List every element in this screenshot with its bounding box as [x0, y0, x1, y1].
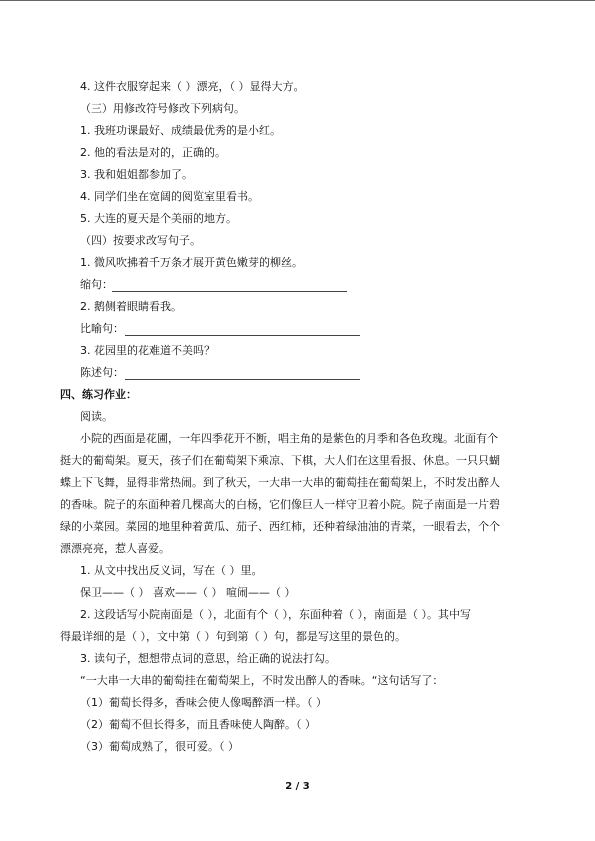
option-1: （1）葡萄长得多，香味会使人像喝醉酒一样。（ ）: [80, 696, 327, 709]
rewrite-item-3: 3. 花园里的花难道不美吗？: [80, 344, 215, 357]
section-3-heading: （三）用修改符号修改下列病句。: [80, 102, 245, 115]
question-1: 1. 从文中找出反义词，写在（ ）里。: [80, 564, 263, 577]
rewrite-item-1: 1. 微风吹拂着千万条才展开黄色嫩芽的柳丝。: [80, 256, 303, 269]
answer-blank-statement[interactable]: [125, 379, 360, 380]
question-3: 3. 读句子，想想带点词的意思，给正确的说法打勾。: [80, 652, 336, 665]
quoted-sentence: “一大串一大串的葡萄挂在葡萄架上，不时发出醉人的香味。“这句话写了：: [80, 674, 444, 687]
part-4-heading: 四、练习作业：: [60, 388, 137, 401]
sentence-item-2: 2. 他的看法是对的，正确的。: [80, 146, 226, 159]
passage-line-4: 的香味。院子的东面种着几棵高大的白杨，它们像巨人一样守卫着小院。院子南面是一片碧: [60, 498, 500, 511]
question-2-line-2: 得最详细的是（ ），文中第（ ）句到第（ ）句，都是写这里的景色的。: [60, 630, 406, 643]
option-2: （2）葡萄不但长得多，而且香味使人陶醉。（ ）: [80, 718, 316, 731]
passage-line-1: 小院的西面是花圃，一年四季花开不断，唱主角的是紫色的月季和各色玫瑰。北面有个: [80, 432, 498, 445]
sentence-item-4: 4. 同学们坐在宽阔的阅览室里看书。: [80, 190, 259, 203]
sentence-item-3: 3. 我和姐姐都参加了。: [80, 168, 193, 181]
passage-line-6: 漂漂亮亮，惹人喜爱。: [60, 542, 170, 555]
answer-blank-condense[interactable]: [112, 291, 347, 292]
passage-line-3: 蝶上下飞舞，显得非常热闹。到了秋天，一大串一大串的葡萄挂在葡萄架上，不时发出醉人: [60, 476, 500, 489]
question-2-line-1: 2. 这段话写小院南面是（ ），北面有个（ ），东面种着（ ），南面是（ ）。其中写: [80, 608, 471, 621]
passage-line-2: 挺大的葡萄架。夏天，孩子们在葡萄架下乘凉、下棋，大人们在这里看报、休息。一只只蝴: [60, 454, 500, 467]
option-3: （3）葡萄成熟了，很可爱。（ ）: [80, 740, 239, 753]
answer-label-condense: 缩句：: [80, 278, 113, 291]
rewrite-item-2: 2. 鹅侧着眼睛看我。: [80, 300, 182, 313]
answer-label-statement: 陈述句：: [80, 366, 124, 379]
sentence-item-1: 1. 我班功课最好、成绩最优秀的是小红。: [80, 124, 281, 137]
page-number: 2 / 3: [285, 781, 310, 792]
passage-line-5: 绿的小菜园。菜园的地里种着黄瓜、茄子、西红柿，还种着绿油油的青菜，一眼看去，个个: [60, 520, 500, 533]
answer-label-metaphor: 比喻句：: [80, 322, 124, 335]
antonym-blanks: 保卫——（ ） 喜欢——（ ） 喧闹——（ ）: [80, 586, 296, 599]
sentence-item-5: 5. 大连的夏天是个美丽的地方。: [80, 212, 237, 225]
page-top-border: [0, 0, 595, 1]
reading-label: 阅读。: [80, 410, 113, 423]
answer-blank-metaphor[interactable]: [125, 335, 360, 336]
fill-blank-question-4: 4. 这件衣服穿起来（ ）漂亮，（ ）显得大方。: [80, 80, 305, 93]
section-4-heading: （四）按要求改写句子。: [80, 234, 201, 247]
